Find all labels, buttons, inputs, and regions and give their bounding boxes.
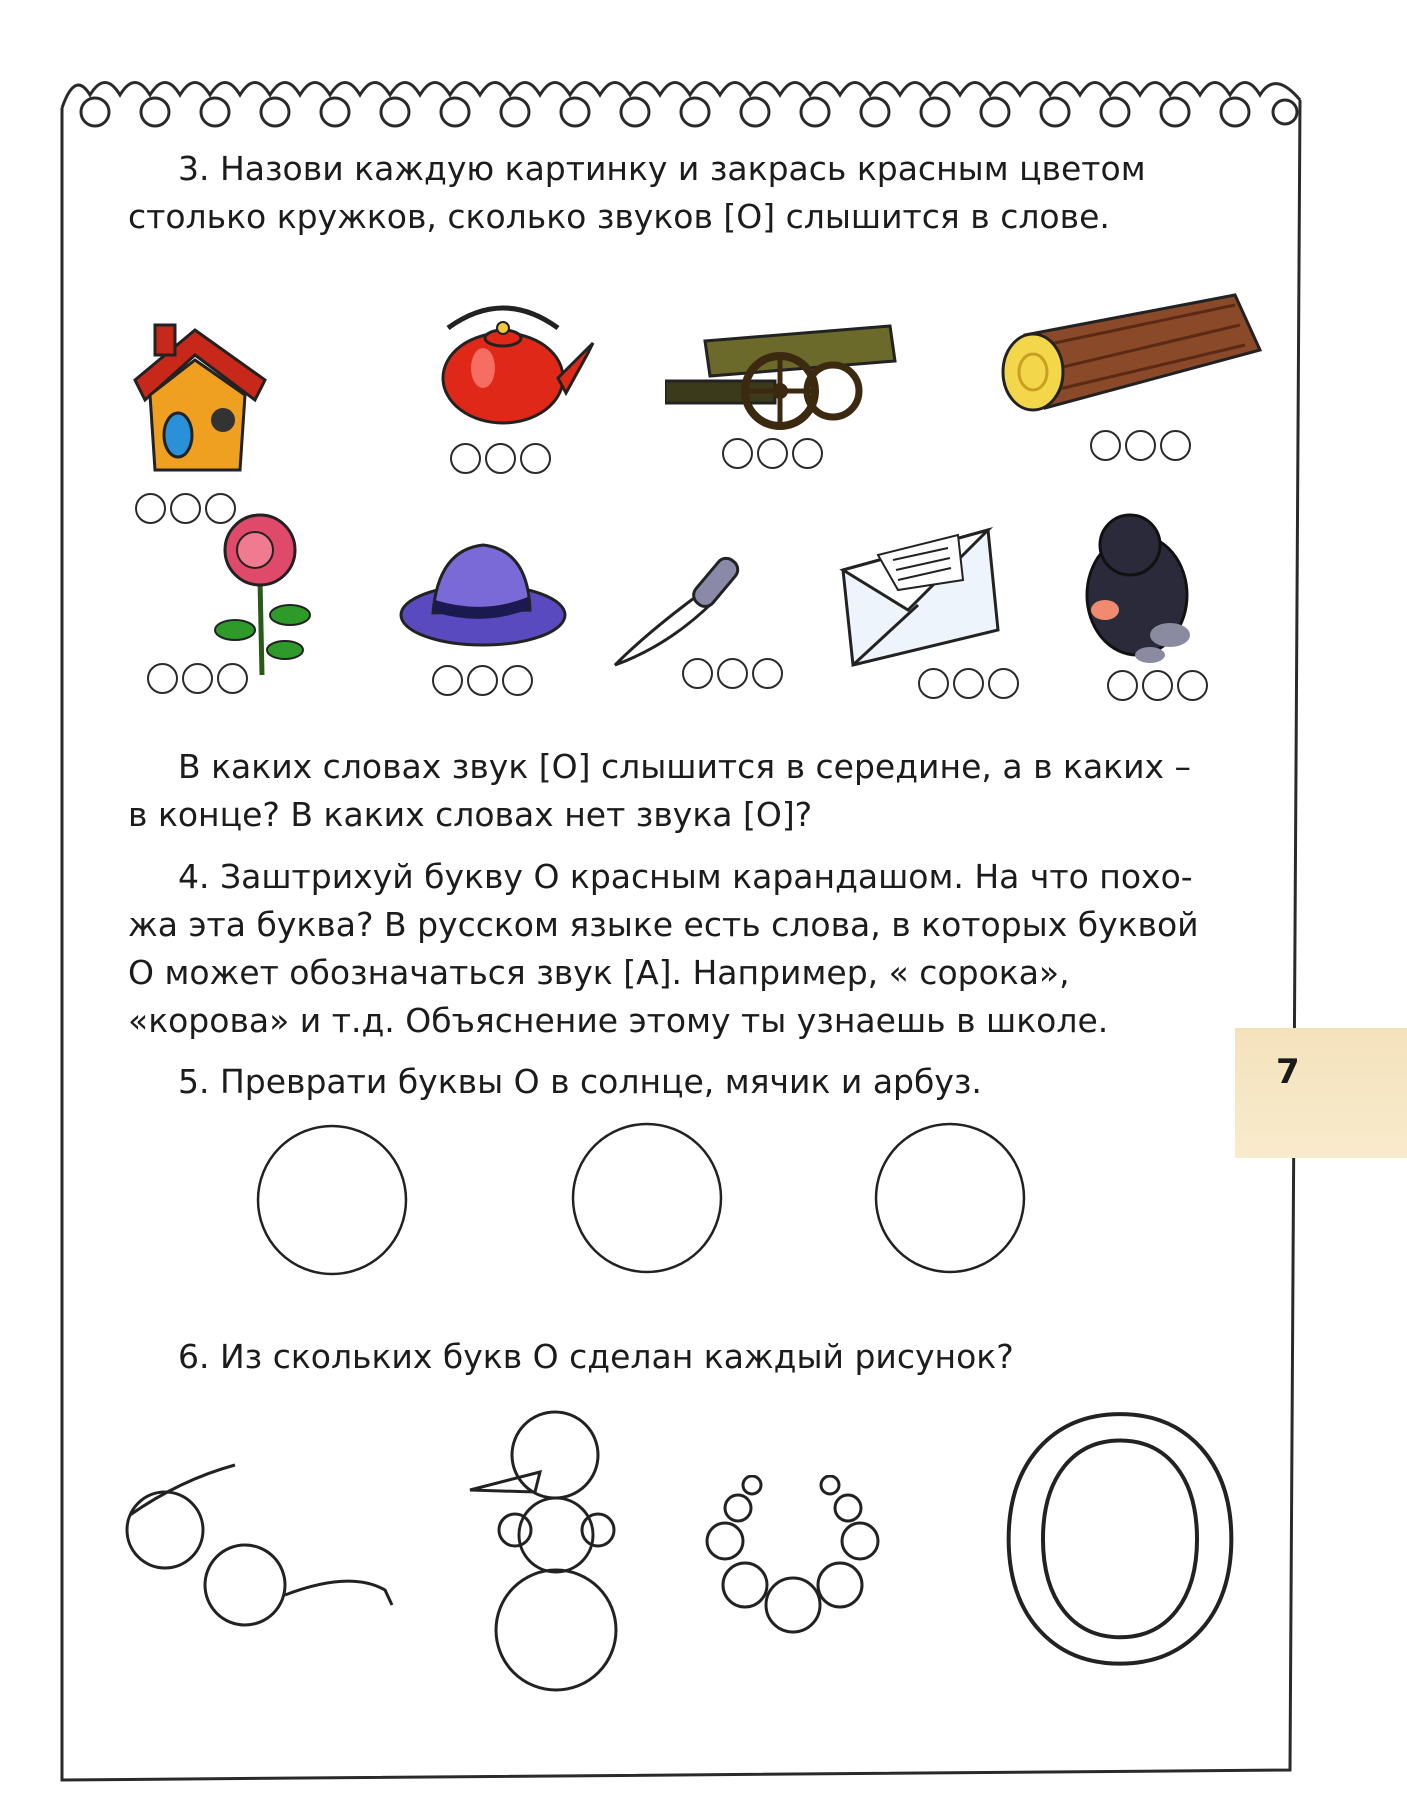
teapot-icon bbox=[428, 298, 598, 438]
snowman-figure bbox=[465, 1410, 635, 1700]
question-line1: В каких словах звук [О] слышится в середине, а в каких – bbox=[178, 747, 1192, 786]
sound-circles-hat[interactable] bbox=[432, 665, 533, 696]
big-letter-o-text: O bbox=[990, 1353, 1250, 1737]
page-number-tab bbox=[1235, 1028, 1407, 1158]
knife-icon bbox=[610, 540, 760, 670]
sound-circles-cannon[interactable] bbox=[722, 438, 823, 469]
big-letter-o[interactable] bbox=[990, 1353, 1250, 1737]
question-line2: в конце? В каких словах нет звука [О]? bbox=[128, 795, 813, 834]
task4-text bbox=[128, 853, 1238, 1045]
task4-line4: «корова» и т.д. Объяснение этому ты узнаешь в школе. bbox=[128, 1001, 1109, 1040]
sound-circles-rose[interactable] bbox=[147, 663, 248, 694]
task5-text bbox=[128, 1058, 1238, 1106]
ball-circle bbox=[573, 1124, 721, 1272]
question-text bbox=[128, 743, 1238, 839]
task4-line2: жа эта буква? В русском языке есть слова, в которых буквой bbox=[128, 905, 1199, 944]
spiral-holes bbox=[81, 98, 1297, 126]
sound-circles-knife[interactable] bbox=[682, 658, 783, 689]
task5-drawing-circles bbox=[250, 1118, 1040, 1283]
mole-icon bbox=[1075, 505, 1215, 665]
necklace-figure bbox=[700, 1475, 885, 1655]
task4-line1: 4. Заштрихуй букву О красным карандашом. На что похо- bbox=[178, 857, 1193, 896]
task6-line1: 6. Из скольких букв О сделан каждый рисунок? bbox=[178, 1337, 1014, 1376]
sun-circle bbox=[258, 1126, 406, 1274]
house-icon bbox=[115, 320, 275, 480]
task4-line3: О может обозначаться звук [А]. Например, « сорока», bbox=[128, 953, 1070, 992]
task3-line2: столько кружков, сколько звуков [О] слышится в слове. bbox=[128, 197, 1110, 236]
rose-icon bbox=[200, 510, 320, 680]
sound-circles-mole[interactable] bbox=[1107, 670, 1208, 701]
task3-text bbox=[128, 145, 1238, 241]
task3-line1: 3. Назови каждую картинку и закрась красным цветом bbox=[178, 149, 1146, 188]
glasses-figure bbox=[120, 1460, 410, 1640]
log-icon bbox=[995, 290, 1265, 420]
sound-circles-envelope[interactable] bbox=[918, 668, 1019, 699]
task5-line1: 5. Преврати буквы О в солнце, мячик и арбуз. bbox=[178, 1062, 982, 1101]
page-number: 7 bbox=[1276, 1052, 1300, 1092]
sound-circles-log[interactable] bbox=[1090, 430, 1191, 461]
sound-circles-teapot[interactable] bbox=[450, 443, 551, 474]
cannon-icon bbox=[665, 306, 910, 431]
envelope-icon bbox=[838, 510, 1003, 670]
watermelon-circle bbox=[876, 1124, 1024, 1272]
hat-icon bbox=[398, 535, 568, 650]
